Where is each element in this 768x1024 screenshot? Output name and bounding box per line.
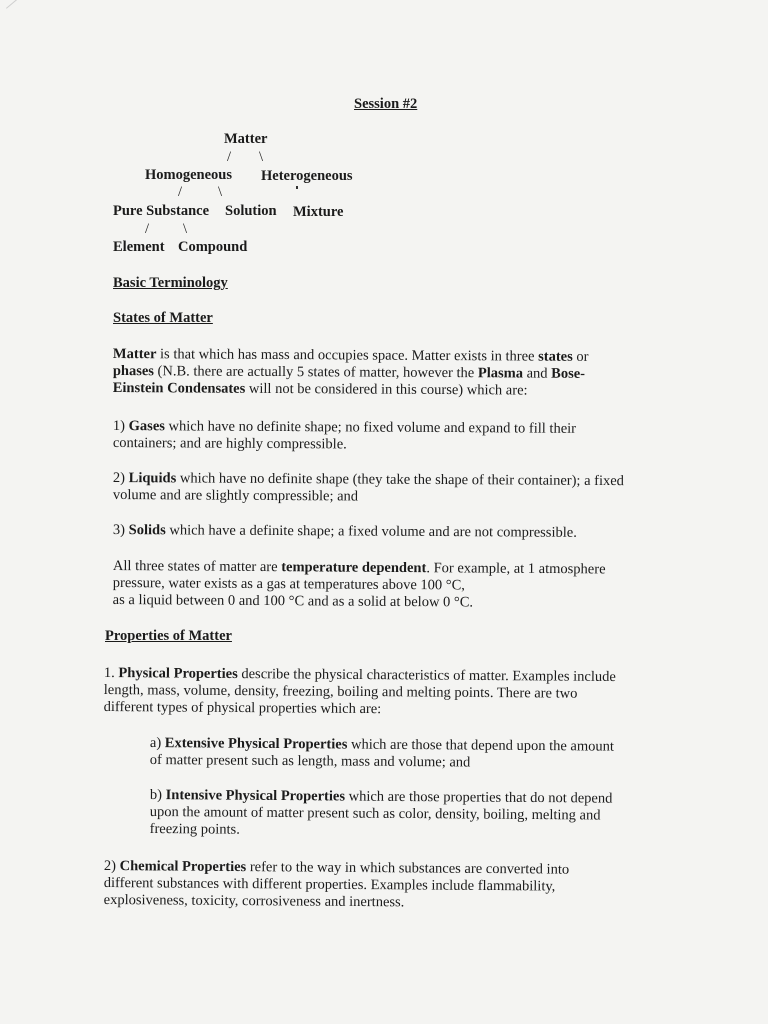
item-number: 1. (103, 665, 119, 682)
text-run: All three states of matter are (112, 558, 282, 576)
item-number: b) (149, 787, 166, 804)
temperature-paragraph (113, 558, 606, 612)
text-run: which are those that depend upon the amount (347, 736, 615, 755)
term: states (538, 348, 573, 365)
text-run: which have no definite shape; no fixed volume and expand to fill their (164, 418, 577, 437)
tree-branch-right: \ (259, 149, 264, 165)
term: temperature dependent (281, 559, 427, 577)
item-number: 2) (103, 858, 120, 875)
session-heading: Session #2 (354, 96, 418, 112)
tree-branch-tick (296, 186, 298, 189)
text-run: (N.B. there are actually 5 states of matter, however the (153, 363, 478, 382)
tree-node-matter: Matter (224, 131, 268, 147)
matter-definition-paragraph (113, 346, 589, 400)
term: Plasma (477, 365, 524, 382)
tree-node-heterogeneous: Heterogeneous (261, 168, 353, 184)
tree-node-homogeneous: Homogeneous (145, 167, 232, 183)
text-run: different substances with different properties. Examples include flammability, (103, 874, 556, 895)
term: Einstein Condensates (112, 379, 246, 397)
tree-branch-right: \ (218, 184, 223, 200)
list-item-gases (113, 418, 576, 455)
list-item-liquids (113, 470, 624, 507)
text-run: which have no definite shape (they take the shape of their container); a fixed (176, 470, 625, 490)
term: Gases (128, 418, 165, 435)
term: phases (112, 362, 155, 380)
section-heading-basic-terminology: Basic Terminology (113, 275, 228, 291)
text-run: containers; and are highly compressible. (112, 434, 347, 453)
scan-artifact (6, 0, 36, 9)
term: Liquids (128, 470, 177, 487)
term: Intensive Physical Properties (165, 787, 346, 805)
text-run: and (522, 365, 552, 382)
tree-node-element: Element (113, 239, 165, 255)
term: Extensive Physical Properties (164, 735, 348, 753)
physical-properties-paragraph (104, 665, 616, 720)
list-item-intensive-properties (150, 787, 613, 842)
tree-branch-left: / (145, 221, 150, 237)
text-run: freezing points. (149, 820, 240, 838)
term: Physical Properties (118, 665, 238, 683)
list-item-solids (113, 522, 577, 542)
item-number: 3) (112, 522, 129, 539)
item-number: a) (149, 735, 165, 752)
chemical-properties-paragraph (104, 858, 570, 913)
tree-node-solution: Solution (225, 203, 277, 219)
term: Solids (128, 522, 166, 539)
tree-node-pure-substance: Pure Substance (113, 203, 210, 219)
tree-branch-right: \ (183, 221, 188, 237)
text-run: volume and are slightly compressible; and (112, 486, 359, 505)
item-number: 1) (112, 418, 129, 435)
text-run: different types of physical properties which are: (103, 698, 382, 718)
text-run: upon the amount of matter present such as color, density, boiling, melting and (149, 803, 601, 824)
tree-branch-left: / (178, 184, 183, 200)
text-run: describe the physical characteristics of matter. Examples include (237, 666, 616, 686)
text-run: refer to the way in which substances are converted into (246, 859, 570, 878)
list-item-extensive-properties (150, 735, 614, 773)
section-heading-properties-of-matter: Properties of Matter (105, 628, 232, 644)
text-run: which have a definite shape; a fixed volume and are not compressible. (165, 522, 577, 541)
tree-node-compound: Compound (178, 239, 248, 255)
text-run: which are those properties that do not depend (344, 788, 613, 807)
text-run: will not be considered in this course) which are: (245, 380, 528, 399)
text-run: or (572, 348, 589, 365)
text-run: is that which has mass and occupies space. Matter exists in three (156, 346, 539, 365)
term: Matter (112, 346, 157, 363)
text-run: explosiveness, toxicity, corrosiveness and inertness. (103, 891, 405, 911)
text-run: length, mass, volume, density, freezing, boiling and melting points. There are two (103, 681, 578, 702)
term: Chemical Properties (119, 858, 247, 876)
item-number: 2) (112, 470, 129, 487)
text-run: of matter present such as length, mass and volume; and (149, 751, 471, 771)
tree-node-mixture: Mixture (293, 204, 344, 220)
tree-branch-left: / (227, 149, 232, 165)
term: Bose- (551, 365, 586, 382)
text-run: pressure, water exists as a gas at temperatures above 100 °C, (112, 574, 465, 594)
section-heading-states-of-matter: States of Matter (113, 310, 213, 326)
text-run: . For example, at 1 atmosphere (426, 560, 606, 578)
text-run: as a liquid between 0 and 100 °C and as a solid at below 0 °C. (112, 591, 474, 611)
